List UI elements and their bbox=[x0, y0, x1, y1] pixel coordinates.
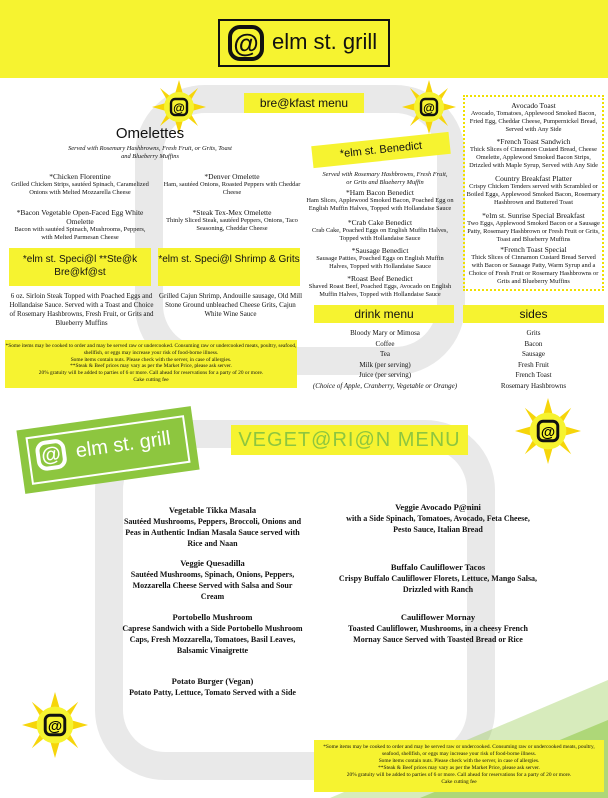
sun-icon bbox=[22, 692, 88, 758]
item-name: Potato Burger (Vegan) bbox=[171, 676, 254, 686]
special-steak-title: *elm st. Speci@l **Ste@k Bre@kf@st bbox=[9, 248, 151, 286]
item-name: *Crab Cake Benedict bbox=[347, 218, 413, 227]
menu-item bbox=[338, 502, 538, 535]
item-desc: Crispy Buffalo Cauliflower Florets, Lettuce, Mango Salsa, Drizzled with Ranch bbox=[338, 574, 538, 594]
sun-icon bbox=[515, 398, 581, 464]
notice-line: Cake cutting fee bbox=[441, 779, 477, 785]
item-desc: Toasted Cauliflower, Mushrooms, in a cheesy French Mornay Sauce Served with Toasted Bread or Rice bbox=[347, 624, 528, 644]
brand-name: elm st. grill bbox=[74, 427, 173, 463]
item-desc: Crispy Chicken Tenders served with Scrambled or Boiled Eggs, Applewood Smoked Bacon, Rosemary Hashbrown and Buttered Toast bbox=[466, 183, 601, 206]
item-desc: with a Side Spinach, Tomatoes, Avocado, Feta Cheese, Pesto Sauce, Italian Bread bbox=[346, 514, 530, 534]
sides-title: sides bbox=[463, 305, 604, 323]
item-desc: Thinly Sliced Steak, sautéed Peppers, Onions, Taco Seasoning, Cheddar Cheese bbox=[166, 217, 298, 232]
menu-item bbox=[120, 558, 305, 602]
notice-line: **Steak & Beef prices may vary as per the Market Price, please ask server. bbox=[70, 363, 232, 370]
at-logo-icon: @ bbox=[34, 438, 68, 472]
drink-item: (Choice of Apple, Cranberry, Vegetable or Orange) bbox=[312, 381, 458, 390]
drink-item: Bloody Mary or Mimosa bbox=[350, 329, 420, 337]
omelettes-subtitle: Served with Rosemary Hashbrowns, Fresh Fruit, or Grits, Toast and Blueberry Muffins bbox=[68, 145, 232, 160]
special-shrimp-desc: Grilled Cajun Shrimp, Andouille sausage, Old Mill Stone Ground unbleached Cheese Grits, Cajun White Wine Sauce bbox=[158, 292, 303, 318]
menu-item bbox=[338, 562, 538, 595]
vegetarian-notice bbox=[314, 740, 604, 792]
side-item: Bacon bbox=[524, 339, 543, 348]
item-name: *Chicken Florentine bbox=[49, 172, 111, 181]
item-desc: Thick Slices of Cinnamon Custard Bread Served with Bacon or Sausage Patty, Warm Syrup and a Choice of Fresh Fruit or Rosemary Hashbrowns or Grits and Blueberry Muffins bbox=[468, 254, 599, 285]
item-name: Avocado Toast bbox=[511, 101, 556, 110]
item-name: Country Breakfast Platter bbox=[495, 174, 572, 183]
item-name: *French Toast Special bbox=[500, 245, 567, 254]
notice-line: Some items contain nuts. Please check with the server, in case of allergies. bbox=[70, 356, 232, 363]
item-desc: Two Eggs, Applewood Smoked Bacon or a Sausage Patty, Rosemary Hashbrown or Fresh Fruit or Grits, Toast and Blueberry Muffins bbox=[467, 220, 600, 243]
side-item: French Toast bbox=[515, 371, 552, 379]
menu-item bbox=[120, 612, 305, 656]
notice-line: 20% gratuity will be added to parties of 6 or more. Call ahead for reservations for a party of 20 or more. bbox=[346, 772, 572, 778]
drink-item: Tea bbox=[379, 350, 390, 358]
item-desc: Shaved Roast Beef, Poached Eggs, Avocado on English Muffin Halves, Topped with Hollandaise Sauce bbox=[308, 283, 452, 298]
breakfast-title: bre@kfast menu bbox=[244, 93, 364, 113]
svg-text:@: @ bbox=[423, 101, 435, 115]
item-desc: Caprese Sandwich with a Side Portobello Mushroom Caps, Fresh Mozzarella, Tomatoes, Basil Leaves, Balsamic Vinaigrette bbox=[122, 624, 303, 655]
item-name: Buffalo Cauliflower Tacos bbox=[390, 562, 486, 572]
notice-line: 20% gratuity will be added to parties of 6 or more. Call ahead for reservations for a party of 20 or more. bbox=[38, 370, 264, 377]
notice-line: *Some items may be cooked to order and may be served raw or undercooked. Consuming raw or undercooked meats, poultry, seafood, shellfish, or eggs may increase your risk of food-borne illness. bbox=[323, 744, 595, 757]
item-desc: Sautéed Mushrooms, Spinach, Onions, Peppers, Mozzarella Cheese Served with Salsa and Sour Cream bbox=[130, 570, 295, 601]
benedict-subtitle: Served with Rosemary Hashbrowns, Fresh Fruit, or Grits and Blueberry Muffin bbox=[322, 171, 448, 186]
svg-text:@: @ bbox=[173, 101, 185, 115]
item-desc: Sausage Patties, Poached Eggs on English Muffin Halves, Topped with Hollandaise Sauce bbox=[316, 255, 444, 270]
side-item: Fresh Fruit bbox=[518, 360, 549, 369]
item-name: *elm st. Sunrise Special Breakfast bbox=[482, 211, 585, 220]
special-shrimp-title: *elm st. Speci@l Shrimp & Grits bbox=[158, 248, 300, 286]
at-logo-icon: @ bbox=[228, 25, 264, 61]
item-desc: Avocado, Tomatoes, Applewood Smoked Bacon, Fried Egg, Cheddar Cheese, Pumpernickel Bread, Served with Any Side bbox=[469, 110, 598, 133]
drink-menu-title: drink menu bbox=[314, 305, 454, 323]
item-desc: Potato Patty, Lettuce, Tomato Served with a Side bbox=[129, 688, 296, 697]
menu-item bbox=[120, 505, 305, 549]
benedict-title: *elm st. Benedict bbox=[311, 132, 451, 168]
item-desc: Sautéed Mushrooms, Peppers, Broccoli, Onions and Peas in Authentic Indian Masala Sauce served with Rice and Naan bbox=[123, 517, 302, 548]
item-name: *Sausage Benedict bbox=[351, 246, 409, 255]
item-name: Veggie Quesadilla bbox=[180, 558, 245, 568]
notice-line: Some items contain nuts. Please check with the server, in case of allergies. bbox=[378, 758, 540, 764]
notice-line: Cake cutting fee bbox=[133, 376, 169, 383]
item-name: *Steak Tex-Mex Omelette bbox=[192, 208, 272, 217]
menu-item bbox=[120, 676, 305, 698]
drink-item: Milk (per serving) bbox=[359, 360, 411, 369]
item-name: *French Toast Sandwich bbox=[496, 137, 571, 146]
drink-item: Juice (per serving) bbox=[358, 371, 412, 379]
item-name: Vegetable Tikka Masala bbox=[168, 505, 257, 515]
item-name: *Roast Beef Benedict bbox=[347, 274, 413, 283]
item-desc: Bacon with sautéed Spinach, Mushrooms, Peppers, with Melted Parmesan Cheese bbox=[14, 226, 146, 241]
notice-line: **Steak & Beef prices may vary as per the Market Price, please ask server. bbox=[378, 765, 540, 771]
notice-line: *Some items may be cooked to order and may be served raw or undercooked. Consuming raw or undercooked meats, poultry, seafood, shellfish, or eggs may increase your risk of food-borne illness. bbox=[5, 343, 297, 356]
item-desc: Crab Cake, Poached Eggs on English Muffin Halves, Topped with Hollandaise Sauce bbox=[311, 227, 449, 242]
drink-item: Coffee bbox=[375, 339, 395, 348]
side-item: Rosemary Hashbrowns bbox=[500, 381, 567, 390]
item-name: Veggie Avocado P@nini bbox=[395, 502, 481, 512]
menu-item bbox=[338, 612, 538, 645]
item-desc: Ham, sautéed Onions, Roasted Peppers with Cheddar Cheese bbox=[163, 181, 301, 196]
svg-text:@: @ bbox=[47, 719, 63, 736]
item-name: *Denver Omelette bbox=[204, 172, 260, 181]
item-desc: Ham Slices, Applewood Smoked Bacon, Poached Egg on English Muffin Halves, Topped with Hollandaise Sauce bbox=[306, 197, 454, 212]
svg-text:@: @ bbox=[540, 425, 556, 442]
item-desc: Thick Slices of Cinnamon Custard Bread, Cheese Omelette, Applewood Smoked Bacon Strips, Drizzled with Maple Syrup, Served with Any Side bbox=[469, 146, 598, 169]
brand-name: elm st. grill bbox=[272, 29, 378, 54]
side-item: Grits bbox=[526, 329, 541, 337]
vegetarian-title: VEGET@RI@N MENU bbox=[231, 425, 468, 455]
item-name: *Ham Bacon Benedict bbox=[346, 188, 414, 197]
item-name: Portobello Mushroom bbox=[172, 612, 253, 622]
item-name: Cauliflower Mornay bbox=[400, 612, 476, 622]
special-steak-desc: 6 oz. Sirloin Steak Topped with Poached Eggs and Hollandaise Sauce. Served with a Toast and Choice of Rosemary Hashbrowns, Fresh Fruit, or Grits and Blueberry Muffins bbox=[9, 292, 154, 327]
omelettes-title: Omelettes bbox=[115, 125, 185, 142]
item-desc: Grilled Chicken Strips, sautéed Spinach, Caramelized Onions with Melted Mozzarella Cheese bbox=[11, 181, 149, 196]
item-name: *Bacon Vegetable Open-Faced Egg White Omelette bbox=[16, 208, 144, 226]
side-item: Sausage bbox=[522, 350, 545, 358]
